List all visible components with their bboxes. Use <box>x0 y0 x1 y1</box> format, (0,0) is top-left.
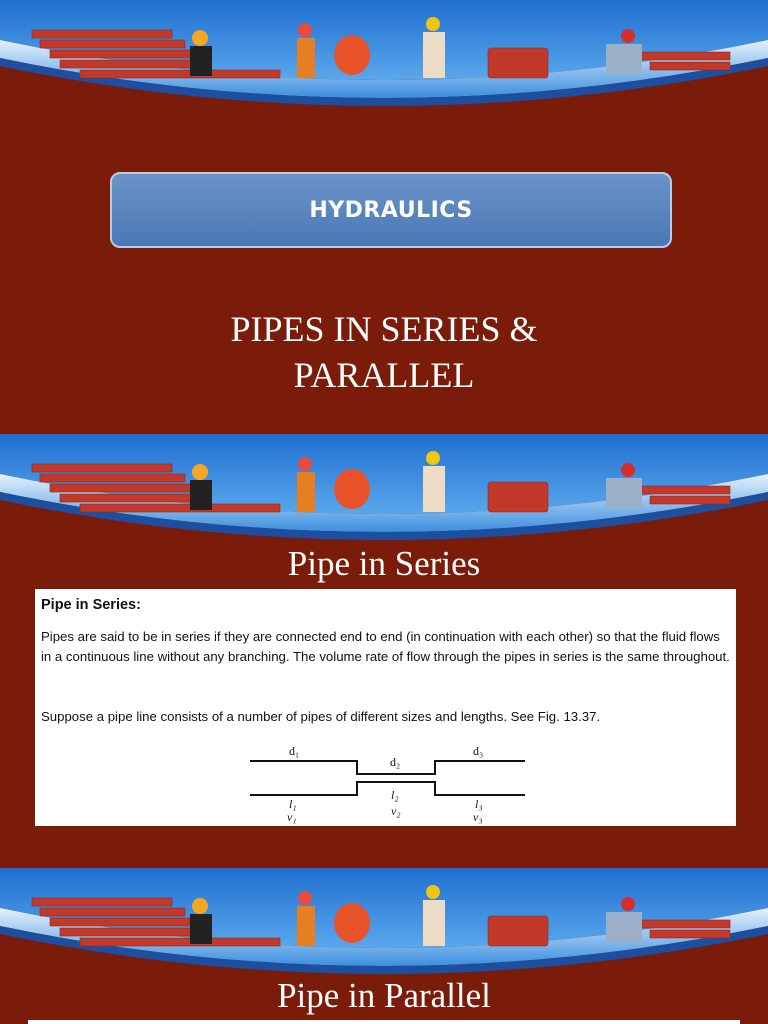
label-v3: v₃ <box>473 810 483 824</box>
slide-1 <box>0 0 768 432</box>
label-l3: l₃ <box>475 797 483 811</box>
slide-2-title: Pipe in Series <box>287 544 481 583</box>
content-panel-edge <box>28 1020 740 1024</box>
series-pipe-diagram <box>245 739 575 824</box>
series-content-panel <box>35 589 736 826</box>
label-d3: d₃ <box>473 744 484 758</box>
slide-3-title: Pipe in Parallel <box>277 976 491 1015</box>
slide-3 <box>0 868 768 1024</box>
construction-banner <box>0 0 768 122</box>
hydraulics-label-box <box>110 172 672 248</box>
content-heading: Pipe in Series: <box>41 597 141 613</box>
label-l1: l₁ <box>289 797 297 811</box>
slide-2 <box>0 434 768 866</box>
construction-banner <box>0 868 768 990</box>
content-paragraph-2: Suppose a pipe line consists of a number of pipes of different sizes and lengths. See Fig. 13.37. <box>41 709 601 724</box>
slide-1-title-line-1: PIPES IN SERIES & <box>230 309 538 349</box>
slide-1-title <box>0 306 768 398</box>
slide-1-title-line-2: PARALLEL <box>293 355 475 395</box>
label-d1: d₁ <box>289 744 300 758</box>
label-v2: v₂ <box>391 804 401 818</box>
label-d2: d₂ <box>390 755 401 769</box>
construction-banner <box>0 434 768 556</box>
hydraulics-label: HYDRAULICS <box>309 197 473 223</box>
content-paragraph-1: Pipes are said to be in series if they are connected end to end (in continuation with each other) so that the fluid flows in a continuous line without any branching. The volume rate of flow through the pipes in series is the same throughout. <box>41 629 730 664</box>
label-v1: v₁ <box>287 810 297 824</box>
label-l2: l₂ <box>391 788 399 802</box>
